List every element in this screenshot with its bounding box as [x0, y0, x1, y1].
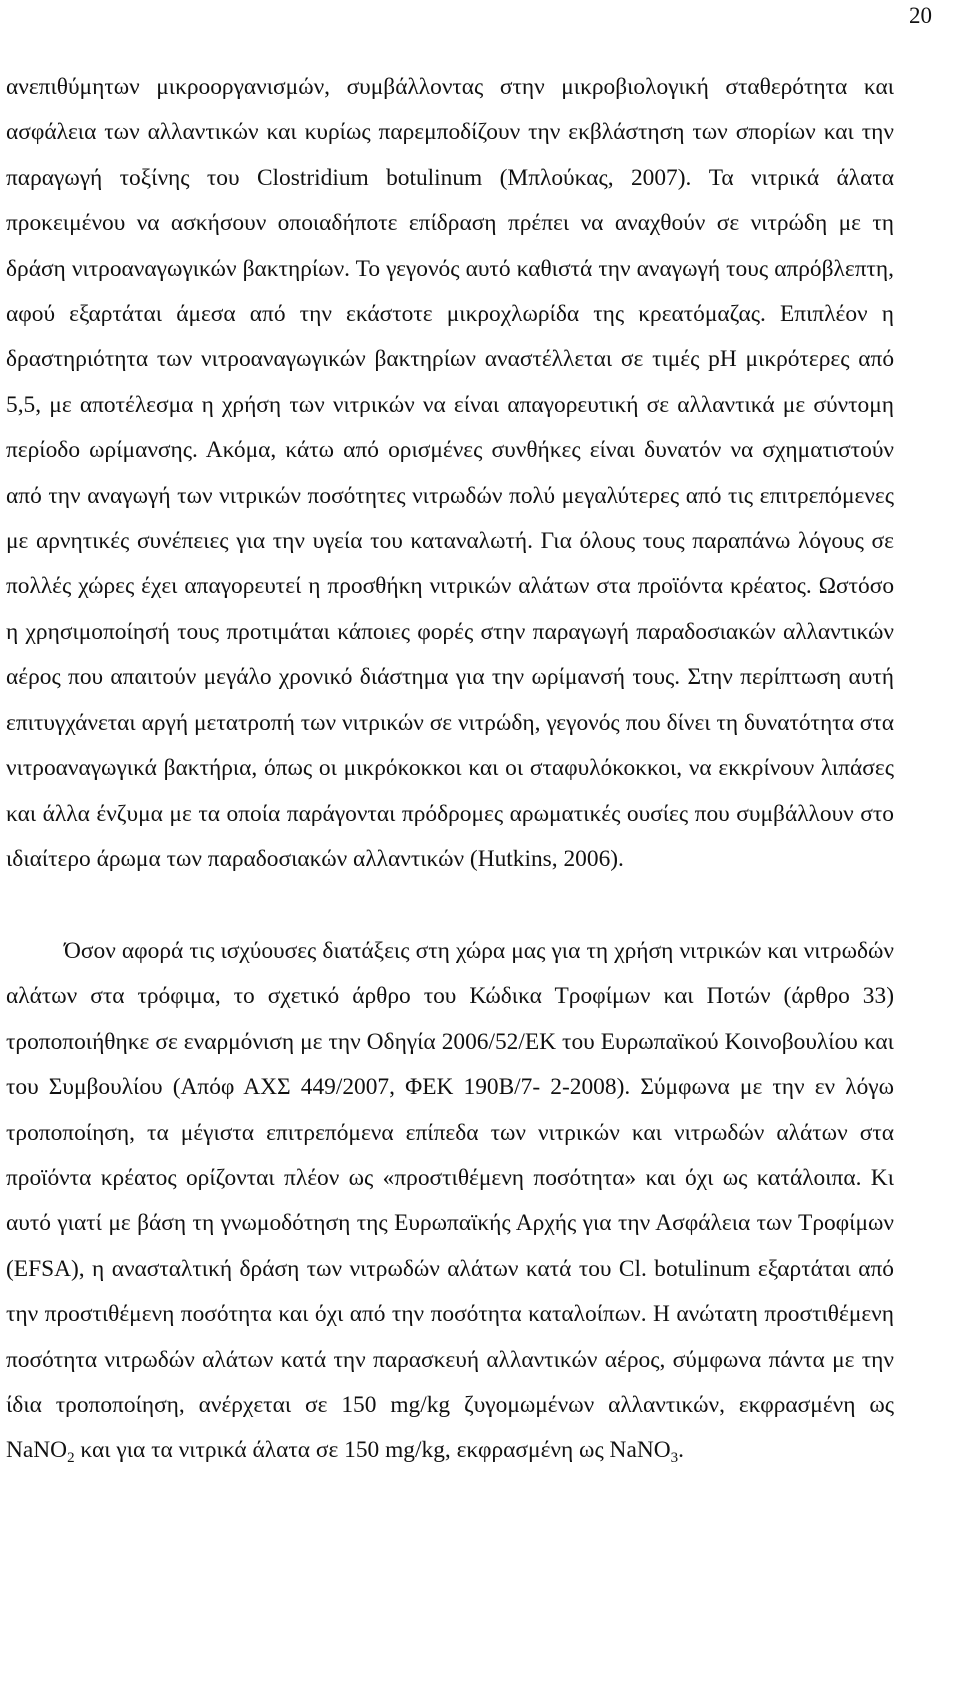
text-line: Ακόμα, κάτω από ορισμένες συνθήκες είναι δυνατόν να σχηματιστούν από την — [6, 437, 894, 509]
text-line: σπορίων και την παραγωγή τοξίνης του Clostridium botulinum (Μπλούκας, 2007). — [6, 119, 894, 191]
text-line: (άρθρο 33) τροποποιήθηκε σε εναρμόνιση με την Οδηγία 2006/52/ΕΚ του — [6, 983, 894, 1055]
text-line: νιτρωδών αλάτων στα τρόφιμα, το σχετικό άρθρο του Κώδικα Τροφίμων και Ποτών — [6, 938, 894, 1010]
text-line: ωρίμανσή τους. Στην περίπτωση αυτή επιτυγχάνεται αργή μετατροπή των νιτρικών — [6, 664, 894, 736]
text-line: ανασταλτική δράση των νιτρωδών αλάτων κατά του Cl. botulinum εξαρτάται από την — [6, 1255, 894, 1328]
text-line: αναχθούν σε νιτρώδη με τη δράση νιτροαναγωγικών βακτηρίων. Το γεγονός αυτό — [6, 210, 894, 282]
text-line: ανεπιθύμητων μικροοργανισμών, συμβάλλοντας στην μικροβιολογική σταθερότητα — [6, 74, 848, 100]
text-line: σύμφωνα πάντα με την ίδια τροποποίηση, ανέρχεται σε 150 mg/kg ζυγομωμένων — [6, 1346, 894, 1419]
subscript: 2 — [67, 1450, 75, 1467]
text-line: κρέατος. Ωστόσο η χρησιμοποίησή τους προτιμάται κάποιες φορές στην παραγωγή — [6, 573, 895, 645]
text-line: άρωμα των παραδοσιακών αλλαντικών (Hutkins, 2006). — [96, 845, 624, 872]
text-line: λόγους σε πολλές χώρες έχει απαγορευτεί η προσθήκη νιτρικών αλάτων στα προϊόντα — [6, 528, 894, 600]
text-line — [456, 1437, 684, 1467]
text-line: Ευρωπαϊκού Κοινοβουλίου και του Συμβουλίου (Απόφ ΑΧΣ 449/2007, ΦΕΚ 190Β/7- — [6, 1028, 894, 1101]
text-line: παραδοσιακών αλλαντικών αέρος που απαιτούν μεγάλο χρονικό διάστημα για την — [6, 618, 894, 691]
text-line: μικροχλωρίδα της κρεατόμαζας. Επιπλέον η δραστηριότητα των νιτροαναγωγικών — [6, 301, 894, 373]
text-line: βακτηρίων αναστέλλεται σε τιμές pH μικρότερες από 5,5, με αποτέλεσμα η χρήση — [6, 346, 895, 418]
text-line: «προστιθέμενη ποσότητα» και όχι ως κατάλοιπα. Κι αυτό γιατί με βάση τη — [6, 1165, 894, 1237]
text-line: Τα νιτρικά άλατα προκειμένου να ασκήσουν οποιαδήποτε επίδραση πρέπει να — [6, 164, 894, 237]
text-line-after-formula: . — [678, 1437, 684, 1464]
text-line: των νιτρικών να είναι απαγορευτική σε αλλαντικά με σύντομη περίοδο ωρίμανσης. — [6, 391, 894, 464]
text-line: οποία παράγονται πρόδρομες αρωματικές ουσίες που συμβάλλουν στο ιδιαίτερο — [6, 800, 894, 872]
text-line: προστιθέμενη ποσότητα νιτρωδών αλάτων κατά την παρασκευή αλλαντικών αέρος, — [6, 1301, 894, 1373]
text-line: αναγωγή των νιτρικών ποσότητες νιτρωδών πολύ μεγαλύτερες από τις επιτρεπόμενες — [87, 482, 894, 509]
subscript: 3 — [670, 1450, 679, 1467]
text-line: των νιτρικών και νιτρωδών αλάτων στα προϊόντα κρέατος ορίζονται πλέον ως — [6, 1119, 894, 1192]
page-number: 20 — [909, 3, 932, 28]
text-line: και ασφάλεια των αλλαντικών και κυρίως παρεμποδίζουν την εκβλάστηση των — [6, 74, 894, 146]
text-line: Όσον αφορά τις ισχύουσες διατάξεις στη χώρα μας για τη χρήση νιτρικών και — [64, 938, 798, 964]
text-line-after-formula: και για τα νιτρικά άλατα σε 150 mg/kg, — [74, 1437, 451, 1464]
text-line: σε νιτρώδη, γεγονός που δίνει τη δυνατότητα στα νιτροαναγωγικά βακτήρια, όπως οι — [6, 709, 894, 782]
paragraph-2 — [6, 929, 894, 1474]
paragraph-1 — [6, 65, 894, 882]
text-line: γνωμοδότηση της Ευρωπαϊκής Αρχής για την Ασφάλεια των Τροφίμων (EFSA), η — [6, 1210, 894, 1282]
text-line: με αρνητικές συνέπειες για την υγεία του καταναλωτή. Για όλους τους παραπάνω — [6, 528, 791, 555]
text-line: προστιθέμενη ποσότητα και όχι από την ποσότητα καταλοίπων. Η ανώτατη — [44, 1301, 758, 1328]
text-line: 2-2008). Σύμφωνα με την εν λόγω τροποποίηση, τα μέγιστα επιτρεπόμενα επίπεδα — [6, 1074, 894, 1146]
text-line-before-formula: εκφρασμένη ως NaNO — [456, 1437, 671, 1464]
text-line: καθιστά την αναγωγή τους απρόβλεπτη, αφού εξαρτάται άμεσα από την εκάστοτε — [6, 255, 894, 328]
text-line-before-formula: αλλαντικών, εκφρασμένη ως NaNO — [6, 1392, 895, 1464]
text-line: μικρόκοκκοι και οι σταφυλόκοκκοι, να εκκρίνουν λιπάσες και άλλα ένζυμα με τα — [6, 755, 894, 827]
